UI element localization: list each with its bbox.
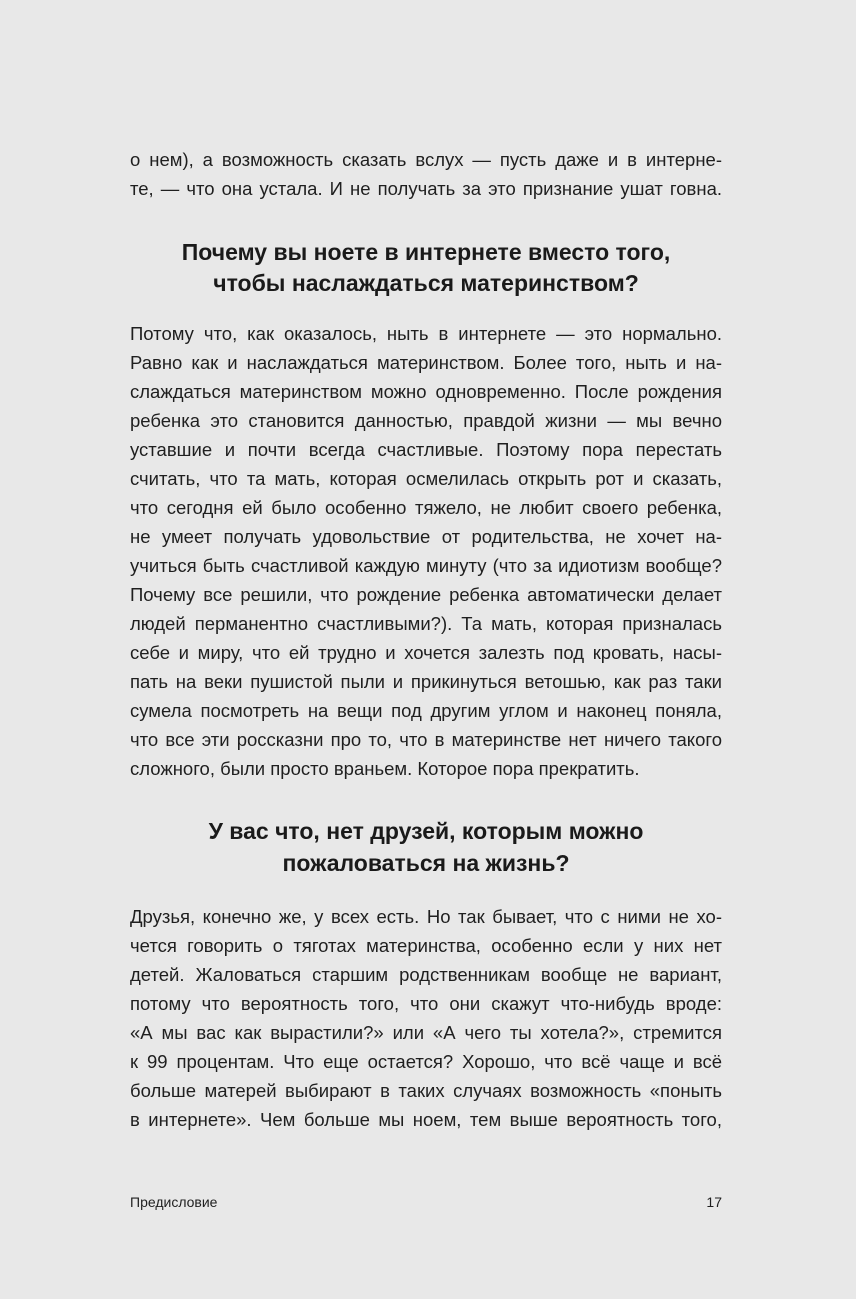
body-line: Потому что, как оказалось, ныть в интернете — это нормально. — [130, 323, 722, 344]
body-line: считать, что та мать, которая осмелилась открыть рот и сказать, — [130, 468, 722, 489]
body-line: слаждаться материнством можно одновременно. После рождения — [130, 381, 722, 402]
section-heading: чтобы наслаждаться материнством? — [213, 270, 639, 296]
body-line: Друзья, конечно же, у всех есть. Но так бывает, что с ними не хо- — [130, 906, 722, 927]
body-line: ребенка это становится данностью, правдой жизни — мы вечно — [130, 410, 722, 431]
page-number: 17 — [706, 1194, 722, 1210]
body-line: детей. Жаловаться старшим родственникам вообще не вариант, — [130, 964, 722, 985]
running-footer-section: Предисловие — [130, 1194, 218, 1210]
body-line: сумела посмотреть на вещи под другим углом и наконец поняла, — [130, 700, 722, 721]
body-line: не умеет получать удовольствие от родительства, не хочет на- — [130, 526, 722, 547]
body-line: больше матерей выбирают в таких случаях возможность «поныть — [130, 1080, 722, 1101]
section-heading: пожаловаться на жизнь? — [282, 850, 570, 876]
book-page — [130, 0, 722, 1299]
body-line: себе и миру, что ей трудно и хочется залезть под кровать, насы- — [130, 642, 722, 663]
section-heading: У вас что, нет друзей, которым можно — [208, 818, 644, 844]
body-line: что все эти россказни про то, что в материнстве нет ничего такого — [130, 729, 722, 750]
body-line: Почему все решили, что рождение ребенка автоматически делает — [130, 584, 722, 605]
body-line: чется говорить о тяготах материнства, особенно если у них нет — [130, 935, 722, 956]
body-line: уставшие и почти всегда счастливые. Поэтому пора перестать — [130, 439, 722, 460]
intro-line: те, — что она устала. И не получать за это признание ушат говна. — [130, 178, 722, 199]
body-line: что сегодня ей было особенно тяжело, не любит своего ребенка, — [130, 497, 722, 518]
body-line: к 99 процентам. Что еще остается? Хорошо, что всё чаще и всё — [130, 1051, 722, 1072]
section-heading: Почему вы ноете в интернете вместо того, — [181, 239, 671, 265]
body-line: пать на веки пушистой пыли и прикинуться ветошью, как раз таки — [130, 671, 722, 692]
body-line: сложного, были просто враньем. Которое пора прекратить. — [130, 758, 640, 779]
body-line: людей перманентно счастливыми?). Та мать, которая призналась — [130, 613, 722, 634]
body-line: потому что вероятность того, что они скажут что-нибудь вроде: — [130, 993, 722, 1014]
intro-line: о нем), а возможность сказать вслух — пусть даже и в интерне- — [130, 149, 722, 170]
body-line: в интернете». Чем больше мы ноем, тем выше вероятность того, — [130, 1109, 722, 1130]
body-line: «А мы вас как вырастили?» или «А чего ты хотела?», стремится — [130, 1022, 722, 1043]
body-line: Равно как и наслаждаться материнством. Более того, ныть и на- — [130, 352, 722, 373]
body-line: учиться быть счастливой каждую минуту (что за идиотизм вообще? — [130, 555, 722, 576]
